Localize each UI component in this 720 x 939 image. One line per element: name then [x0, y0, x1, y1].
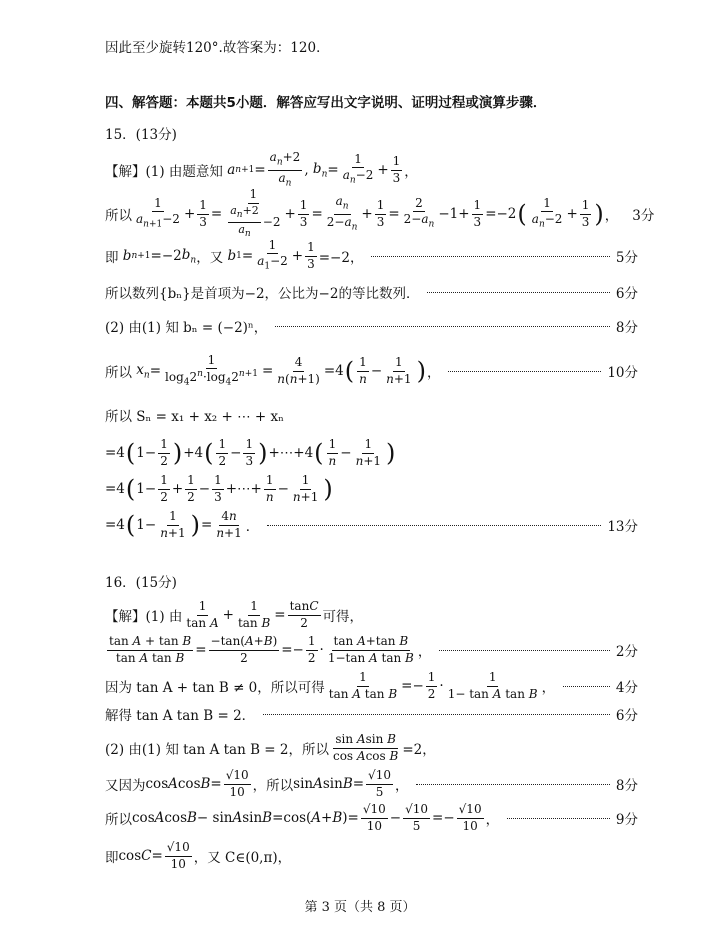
- problem-15-header: 15．(13分): [105, 127, 177, 143]
- p15-line-1: 【解】(1) 由题意知 a n+1 = $a_n+2$ $a_n$ , $b_n$ = 1 $a_n-2$ + 1 3 ，: [105, 150, 418, 188]
- score: 5分: [615, 250, 638, 266]
- score: 3分: [632, 208, 655, 224]
- section-heading: 四、解答题：本题共5小题．解答应写出文字说明、证明过程或演算步骤．: [105, 95, 547, 111]
- p15-line-10: =4 ( 1− 1 n+1 ) = 4n n+1 ． 13分: [105, 509, 638, 540]
- leader-dots: [263, 714, 610, 715]
- score: 6分: [615, 286, 638, 302]
- p16-line-8: 即 cos C = √10 10 ，又 C∈(0,π)，: [105, 840, 292, 871]
- p15-line-9: =4 ( 1− 1 2 + 1 2 − 1 3 +⋯+ 1 n − 1 n+1 ): [105, 473, 333, 504]
- score: 6分: [615, 708, 638, 724]
- problem-16-header: 16．(15分): [105, 575, 177, 591]
- p16-line-6: 又因为 cos A cos B = √10 10 ，所以 sin A sin B = √10 5 ， 8分: [105, 768, 638, 799]
- p15-line-4: 所以数列{bₙ}是首项为−2，公比为−2的等比数列． 6分: [105, 277, 638, 307]
- p16-line-2: tan A + tan B tan A tan B = −tan(A+B) 2 =− 1 2 · tan A+tan B 1−tan A tan B ， 2分: [109, 634, 638, 665]
- p15-line-7: 所以 Sₙ = x₁ + x₂ + ⋯ + xₙ: [105, 409, 284, 425]
- p15-line-2: 所以 1 $a_{n+1}-2$ + 1 3 = 1 $\frac{a_n+2}{a_n}$ −2 + 1 3 = $a_n$ $2-a_n$ + 1 3 = 2 $2-a_n$ −1+ 1 3 =−2 ( 1 $a_n-2$ + 1 3 ) ， 3分: [105, 187, 655, 239]
- p15-line-3: 即 b n+1 =−2 $b_n$ ，又 b 1 = 1 $a_1-2$ + 1 3 =−2， 5分: [105, 238, 638, 272]
- p16-line-3: 因为 tan A + tan B ≠ 0，所以可得 1 tan A tan B =− 1 2 · 1 1− tan A tan B ， 4分: [105, 670, 638, 701]
- leader-dots: [507, 818, 610, 819]
- p16-line-5: (2) 由(1) 知 tan A tan B = 2，所以 sin Asin B cos Acos B =2，: [105, 732, 436, 763]
- leader-dots: [563, 686, 610, 687]
- leader-dots: [416, 784, 609, 785]
- answer-line: 因此至少旋转120°.故答案为：120．: [105, 40, 330, 56]
- leader-dots: [448, 371, 601, 372]
- score: 9分: [615, 812, 638, 828]
- score: 10分: [607, 365, 638, 381]
- p16-line-4: 解得 tan A tan B = 2． 6分: [105, 699, 638, 729]
- leader-dots: [267, 525, 601, 526]
- score: 8分: [615, 320, 638, 336]
- leader-dots: [275, 326, 610, 327]
- p15-line-6: 所以 $x_n$ = 1 $\log_42^n\cdot\log_42^{n+1}$ = 4 n(n+1) =4 ( 1 n − 1 n+1 ) ， 10分: [105, 352, 638, 388]
- score: 2分: [615, 644, 638, 660]
- p15-line-8: =4 ( 1− 1 2 ) +4 ( 1 2 − 1 3 ) +⋯+4 ( 1 n − 1 n+1 ): [105, 437, 396, 468]
- leader-dots: [371, 256, 609, 257]
- leader-dots: [427, 292, 609, 293]
- score: 4分: [615, 680, 638, 696]
- score: 13分: [607, 519, 638, 535]
- p16-line-7: 所以 cos A cos B − sin A sin B =cos( A + B )= √10 10 − √10 5 =− √10 10 ， 9分: [105, 802, 638, 833]
- leader-dots: [439, 650, 610, 651]
- score: 8分: [615, 778, 638, 794]
- page-footer: 第 3 页（共 8 页）: [304, 900, 416, 915]
- p15-line-5: (2) 由(1) 知 bₙ = (−2)ⁿ， 8分: [105, 311, 638, 341]
- p16-line-1: 【解】(1) 由 1 tan A + 1 tan B = tanC 2 可得，: [105, 599, 364, 630]
